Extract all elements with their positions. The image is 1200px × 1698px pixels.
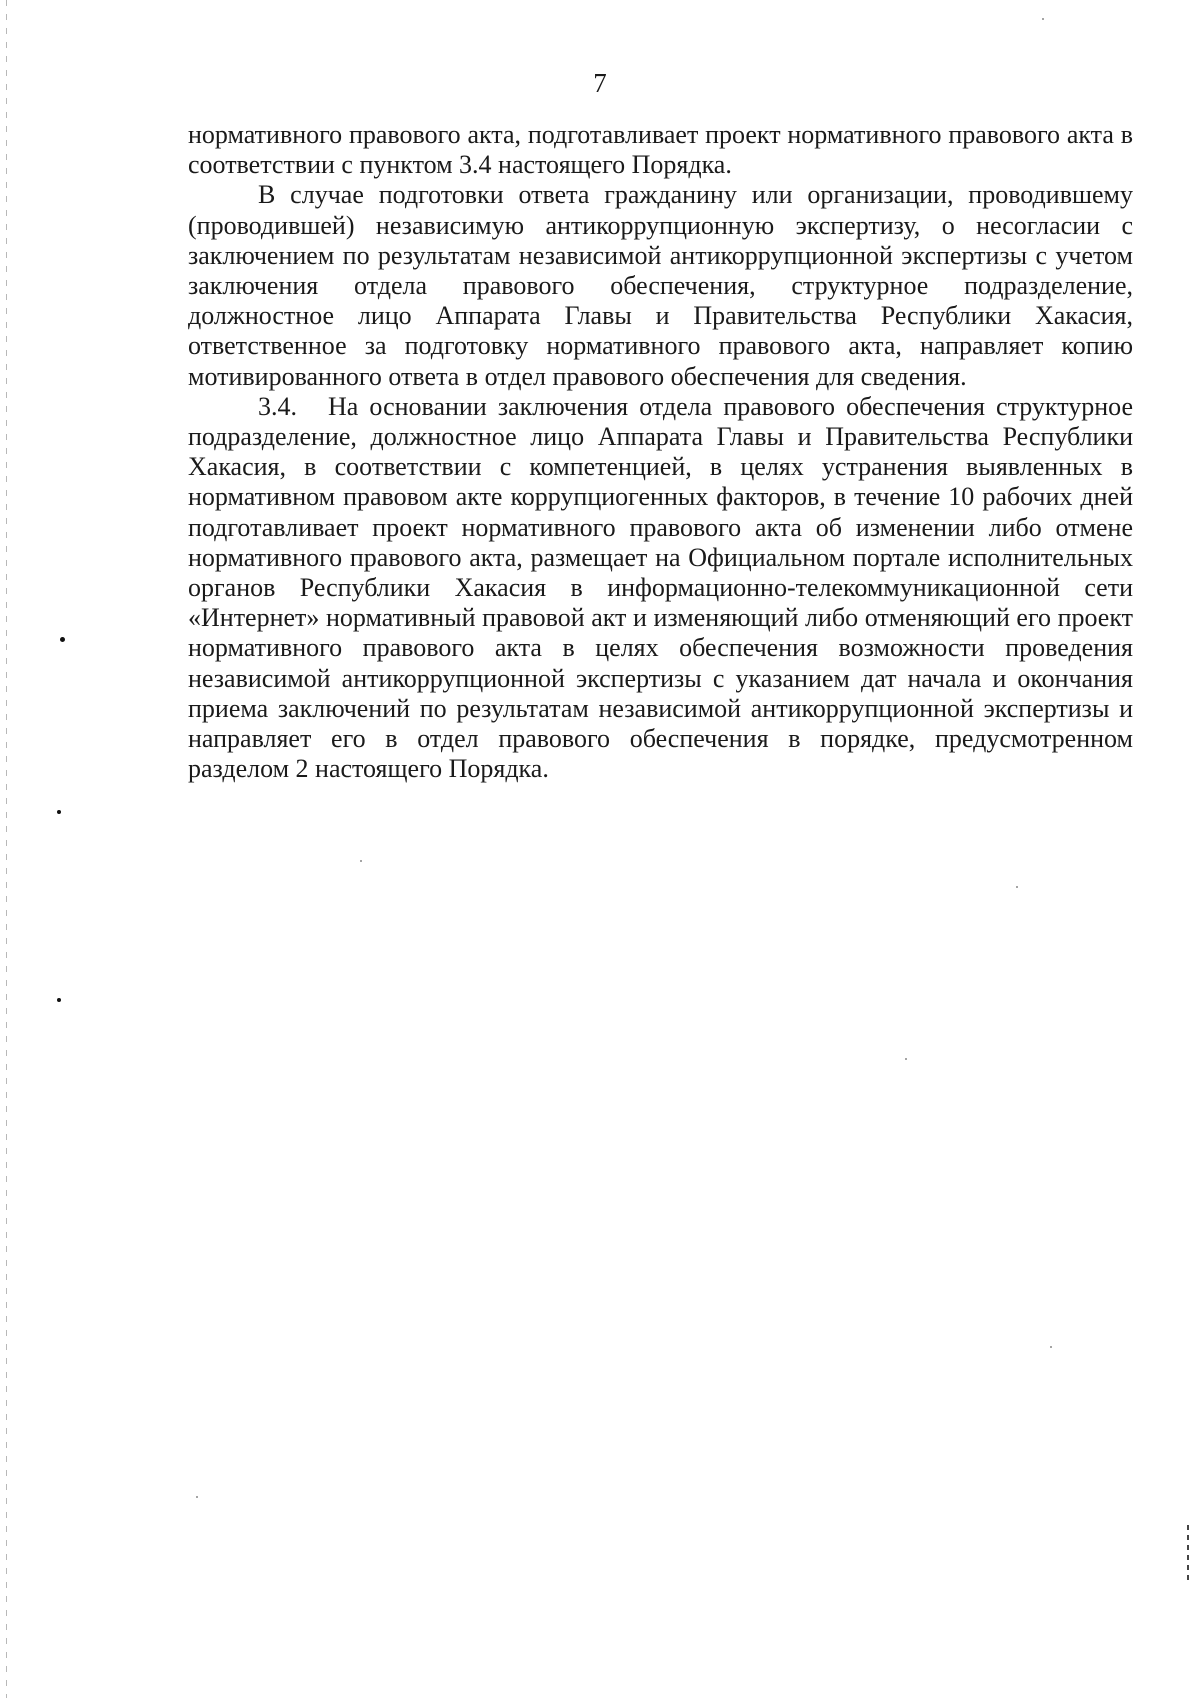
scan-speck — [1042, 18, 1044, 20]
scan-speck — [1050, 1346, 1052, 1348]
scan-left-edge — [6, 0, 7, 1698]
scan-speck — [360, 860, 362, 862]
scan-speck — [57, 810, 61, 814]
paragraph-text: На основании заключения отдела правового обеспечения структурное подразделение, должностное лицо Аппарата Главы и Правительства Республики Хакасия, в соответствии с компетенцией, в целях устранения выявленных в нормативном правовом акте коррупциогенных факторов, в течение 10 рабочих дней подготавливает проект нормативного правового акта об изменении либо отмене нормативного правового акта, размещает на Официальном портале исполнительных органов Республики Хакасия в информационно-телекоммуникационной сети «Интернет» нормативный правовой акт и изменяющий либо отменяющий его проект нормативного правового акта в целях обеспечения возможности проведения независимой антикоррупционной экспертизы с указанием дат начала и окончания приема заключений по результатам независимой антикоррупционной экспертизы и направляет его в отдел правового обеспечения в порядке, предусмотренном разделом 2 настоящего Порядка. — [188, 391, 1133, 784]
scan-speck — [60, 637, 65, 642]
paragraph: В случае подготовки ответа гражданину или организации, проводившему (проводившей) независимую антикоррупционную экспертизу, о несогласии с заключением по результатам независимой антикоррупционной экспертизы с учетом заключения отдела правового обеспечения, структурное подразделение, должностное лицо Аппарата Главы и Правительства Республики Хакасия, ответственное за подготовку нормативного правового акта, направляет копию мотивированного ответа в отдел правового обеспечения для сведения. — [188, 180, 1133, 391]
page-number: 7 — [593, 68, 607, 98]
scan-speck — [196, 1496, 198, 1498]
document-body — [188, 120, 1133, 784]
scan-speck — [57, 998, 61, 1002]
scan-speck — [1016, 886, 1018, 888]
scan-speck — [905, 1058, 907, 1060]
numbered-paragraph — [188, 392, 1133, 785]
paragraph-continuation: нормативного правового акта, подготавливает проект нормативного правового акта в соответствии с пунктом 3.4 настоящего Порядка. — [188, 120, 1133, 180]
scan-right-mark — [1187, 1525, 1189, 1585]
paragraph-number: 3.4. — [258, 391, 297, 421]
